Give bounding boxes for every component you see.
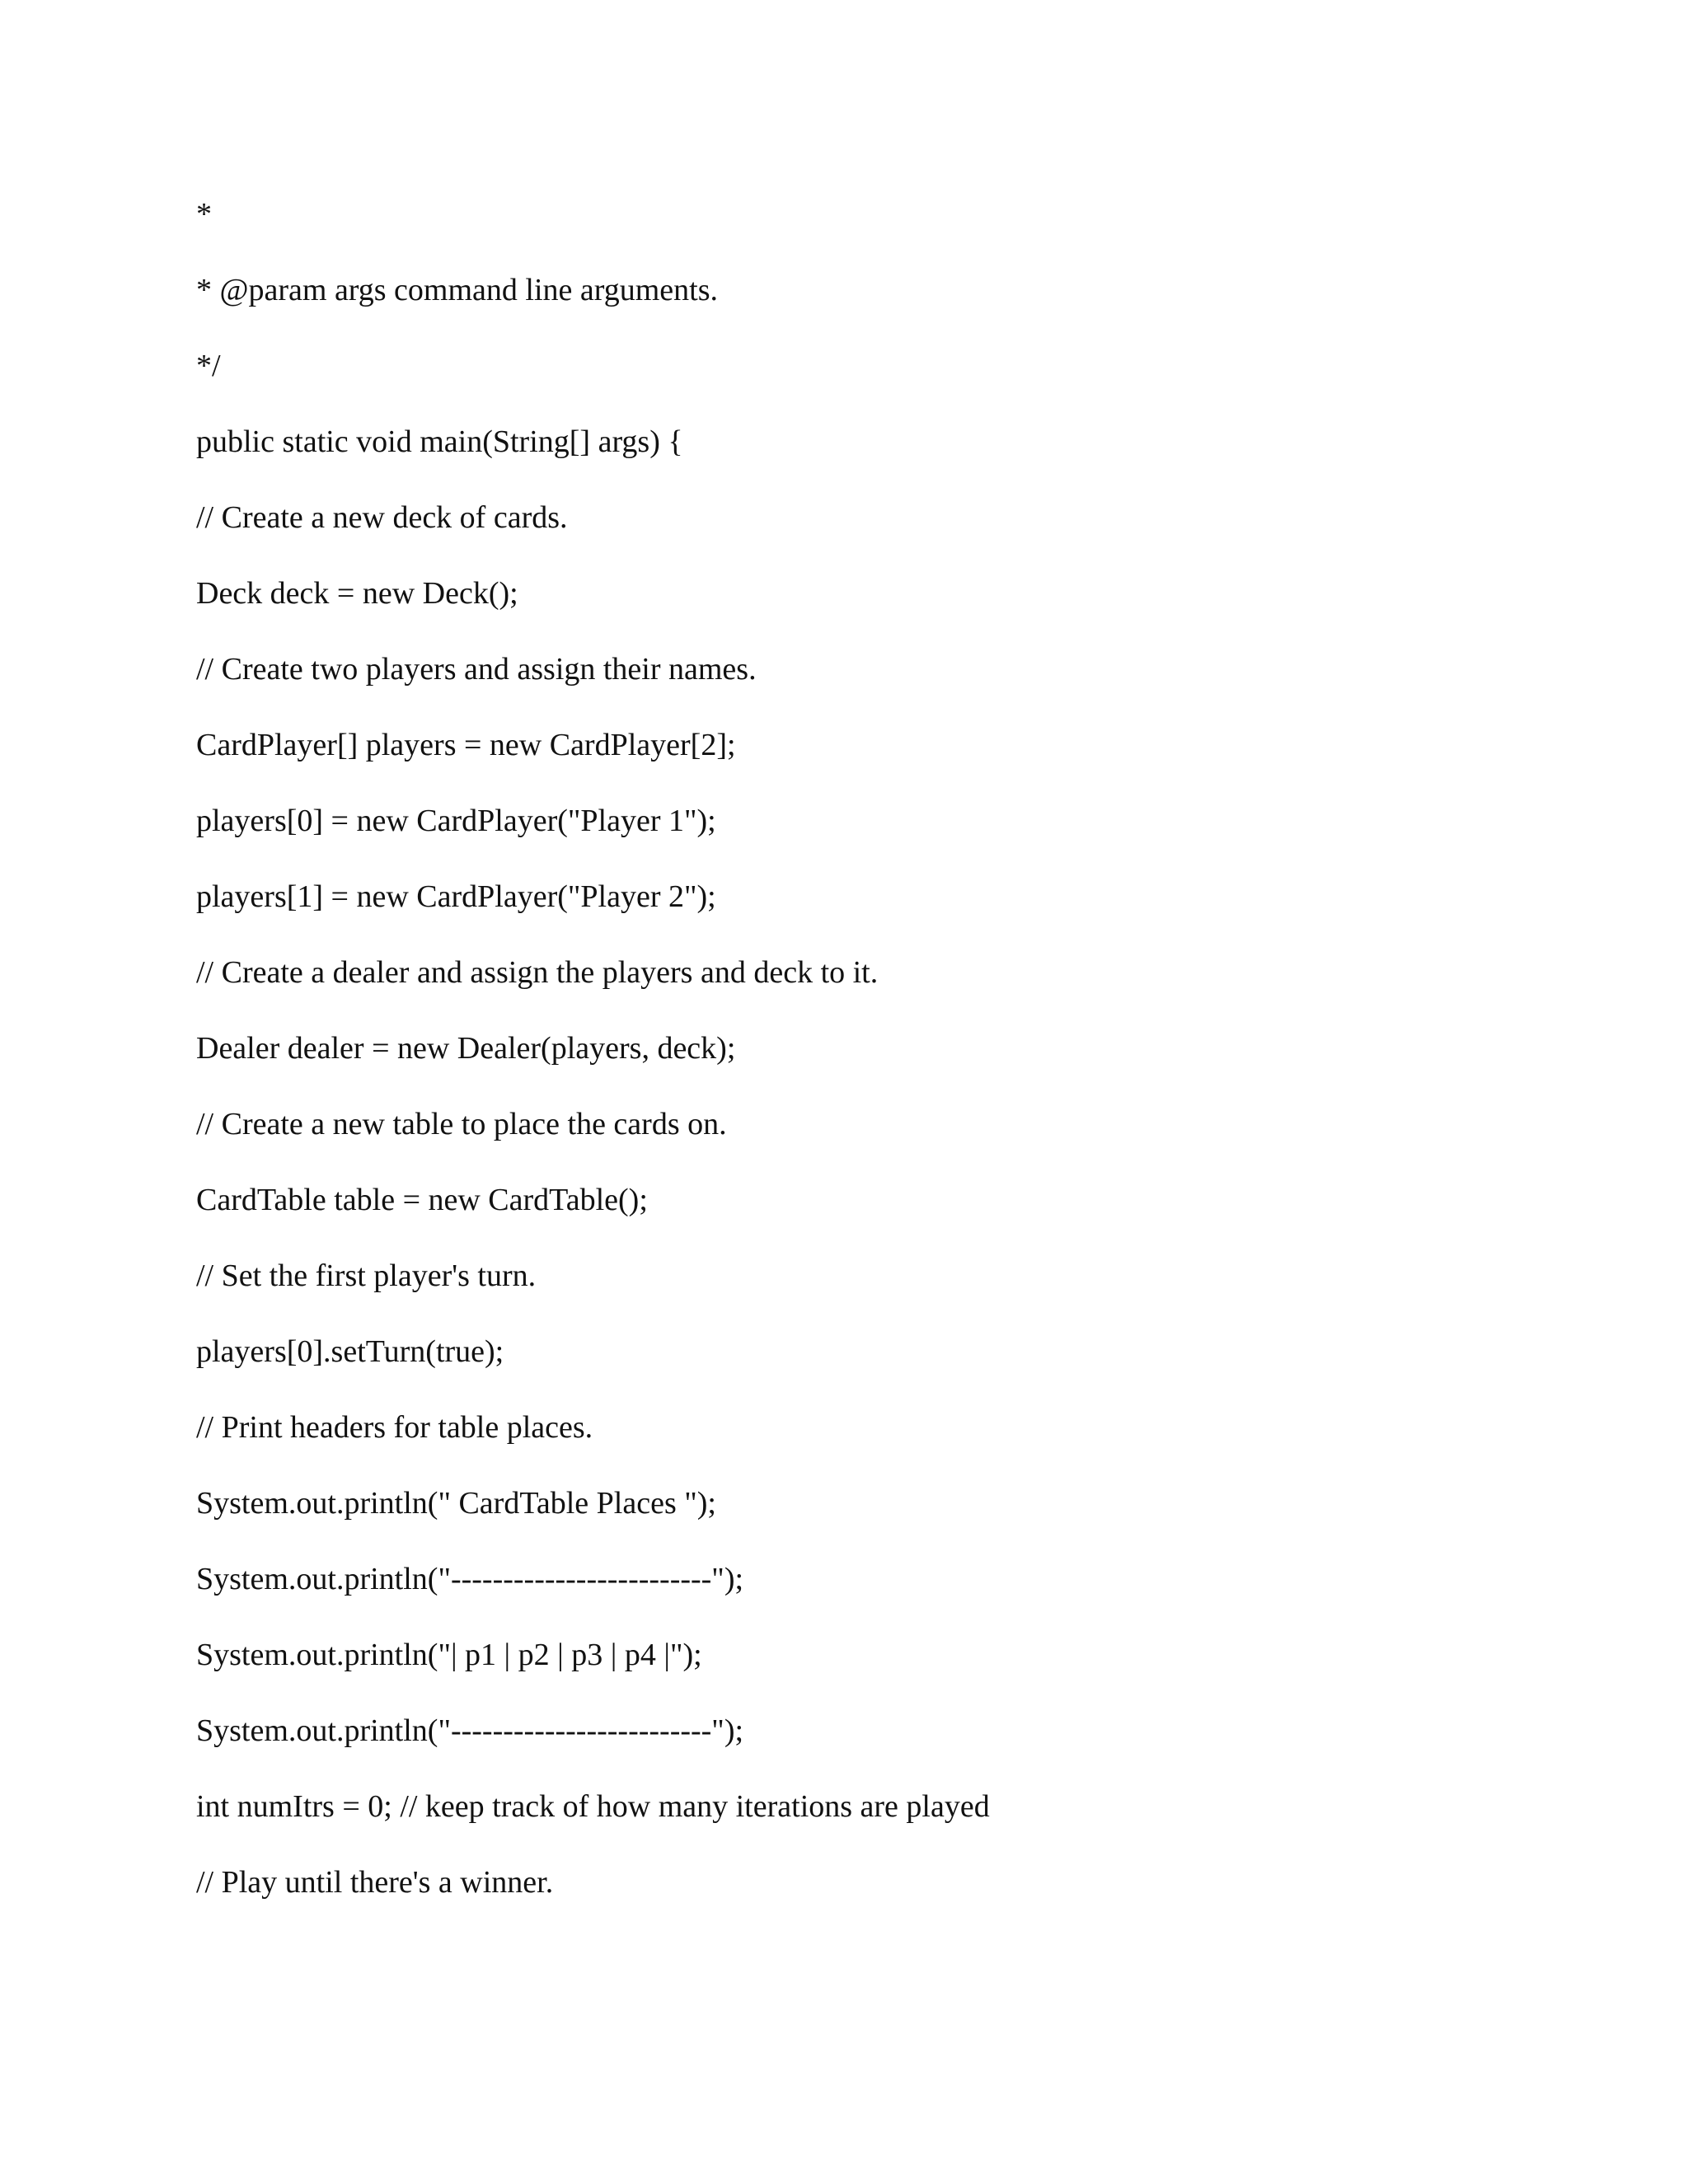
code-line-20: System.out.println("| p1 | p2 | p3 | p4 |");: [196, 1638, 702, 1672]
code-line-8: CardPlayer[] players = new CardPlayer[2];: [196, 728, 736, 762]
code-line-15: // Set the first player's turn.: [196, 1258, 537, 1293]
code-line-5: // Create a new deck of cards.: [196, 500, 568, 535]
code-line-19: System.out.println("-------------------------");: [196, 1562, 744, 1596]
code-line-2: * @param args command line arguments.: [196, 273, 718, 307]
code-line-16: players[0].setTurn(true);: [196, 1334, 504, 1369]
code-line-4: public static void main(String[] args) {: [196, 424, 683, 459]
code-line-14: CardTable table = new CardTable();: [196, 1183, 648, 1217]
code-line-7: // Create two players and assign their names.: [196, 652, 757, 687]
code-line-22: int numItrs = 0; // keep track of how many iterations are played: [196, 1789, 990, 1824]
code-line-10: players[1] = new CardPlayer("Player 2");: [196, 879, 716, 914]
code-line-23: // Play until there's a winner.: [196, 1865, 554, 1900]
code-line-21: System.out.println("-------------------------");: [196, 1713, 744, 1748]
code-line-12: Dealer dealer = new Dealer(players, deck);: [196, 1031, 736, 1066]
code-line-1: *: [196, 197, 212, 232]
code-listing: [196, 191, 1597, 1935]
code-line-9: players[0] = new CardPlayer("Player 1");: [196, 804, 716, 838]
code-line-18: System.out.println(" CardTable Places ");: [196, 1486, 716, 1521]
code-line-11: // Create a dealer and assign the players and deck to it.: [196, 955, 879, 990]
code-line-6: Deck deck = new Deck();: [196, 576, 518, 611]
code-line-17: // Print headers for table places.: [196, 1410, 593, 1445]
code-line-13: // Create a new table to place the cards on.: [196, 1107, 727, 1141]
code-line-3: */: [196, 349, 221, 383]
